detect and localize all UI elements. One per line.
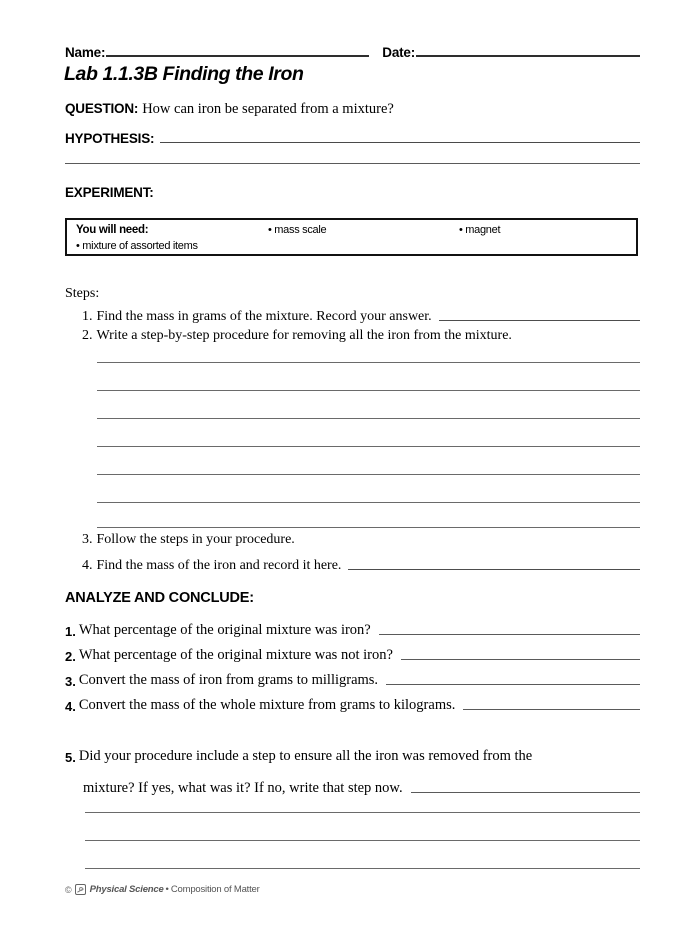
step-1-number: 1.: [82, 309, 93, 324]
materials-heading: You will need:: [76, 224, 149, 236]
date-label: Date:: [382, 45, 416, 60]
footer-series-title: Physical Science: [89, 884, 164, 895]
step-3-text: Follow the steps in your procedure.: [96, 532, 295, 547]
procedure-write-line-5[interactable]: [97, 474, 640, 475]
hypothesis-section: [65, 128, 640, 146]
book-logo-icon: [75, 884, 86, 895]
hypothesis-write-line-1[interactable]: [160, 142, 640, 143]
steps-label: Steps:: [65, 286, 100, 301]
materials-box: [65, 218, 638, 256]
analyze-question-1-write-line[interactable]: [379, 634, 640, 635]
procedure-write-line-6[interactable]: [97, 502, 640, 503]
name-date-header: [65, 40, 640, 60]
analyze-question-5-write-line-4[interactable]: [85, 868, 640, 869]
analyze-question-3: [65, 670, 640, 689]
analyze-question-3-write-line[interactable]: [386, 684, 640, 685]
step-2-text: Write a step-by-step procedure for removing all the iron from the mixture.: [96, 328, 512, 343]
materials-item-mass-scale: • mass scale: [268, 224, 327, 236]
step-item-3: [82, 530, 640, 548]
analyze-question-2-write-line[interactable]: [401, 659, 640, 660]
question-label: QUESTION:: [65, 101, 139, 116]
procedure-write-line-3[interactable]: [97, 418, 640, 419]
analyze-question-3-text: Convert the mass of iron from grams to milligrams.: [78, 672, 379, 688]
analyze-question-5-line1: [65, 748, 640, 765]
name-write-line[interactable]: [106, 55, 369, 57]
analyze-question-3-number: 3.: [65, 674, 76, 689]
step-2-number: 2.: [82, 328, 93, 343]
footer-separator-icon: •: [165, 884, 169, 895]
analyze-question-2: [65, 645, 640, 664]
materials-item-magnet: • magnet: [459, 224, 501, 236]
name-label: Name:: [65, 45, 106, 60]
analyze-and-conclude-label: ANALYZE AND CONCLUDE:: [65, 590, 254, 606]
page-title: Lab 1.1.3B Finding the Iron: [64, 63, 304, 85]
step-1-write-line[interactable]: [439, 320, 640, 321]
analyze-question-4-text: Convert the mass of the whole mixture from grams to kilograms.: [78, 697, 456, 713]
footer-topic: Composition of Matter: [170, 884, 260, 895]
analyze-question-5-text-line2: mixture? If yes, what was it? If no, write that step now.: [83, 780, 403, 796]
procedure-write-line-2[interactable]: [97, 390, 640, 391]
experiment-label: EXPERIMENT:: [65, 185, 154, 200]
step-3-number: 3.: [82, 532, 93, 547]
question-section: [65, 100, 394, 118]
analyze-question-5-write-line-2[interactable]: [85, 812, 640, 813]
question-text: How can iron be separated from a mixture?: [142, 101, 394, 117]
analyze-question-4-write-line[interactable]: [463, 709, 640, 710]
step-4-write-line[interactable]: [348, 569, 640, 570]
procedure-write-line-7[interactable]: [97, 527, 640, 528]
hypothesis-label: HYPOTHESIS:: [65, 131, 155, 146]
step-4-number: 4.: [82, 558, 93, 573]
step-item-4: [82, 556, 640, 574]
analyze-question-5-line2: [83, 778, 640, 797]
analyze-question-1: [65, 620, 640, 639]
copyright-icon: ©: [65, 884, 72, 895]
materials-content: [67, 220, 636, 254]
analyze-question-1-number: 1.: [65, 624, 76, 639]
step-item-1: [82, 307, 640, 325]
step-4-text: Find the mass of the iron and record it here.: [96, 558, 342, 573]
analyze-question-5-write-line-1[interactable]: [411, 792, 640, 793]
analyze-question-4-number: 4.: [65, 699, 76, 714]
step-1-text: Find the mass in grams of the mixture. Record your answer.: [96, 309, 432, 324]
step-item-2: [82, 326, 640, 344]
procedure-write-line-4[interactable]: [97, 446, 640, 447]
analyze-question-5-number: 5.: [65, 750, 76, 765]
analyze-question-1-text: What percentage of the original mixture was iron?: [78, 622, 371, 638]
analyze-question-2-number: 2.: [65, 649, 76, 664]
analyze-question-5-write-line-3[interactable]: [85, 840, 640, 841]
footer: [65, 884, 260, 895]
materials-item-mixture: • mixture of assorted items: [76, 240, 198, 252]
date-write-line[interactable]: [416, 55, 640, 57]
hypothesis-write-line-2[interactable]: [65, 163, 640, 164]
procedure-write-line-1[interactable]: [97, 362, 640, 363]
analyze-question-5-text-line1: Did your procedure include a step to ensure all the iron was removed from the: [78, 748, 533, 764]
analyze-question-4: [65, 695, 640, 714]
analyze-question-2-text: What percentage of the original mixture was not iron?: [78, 647, 393, 663]
